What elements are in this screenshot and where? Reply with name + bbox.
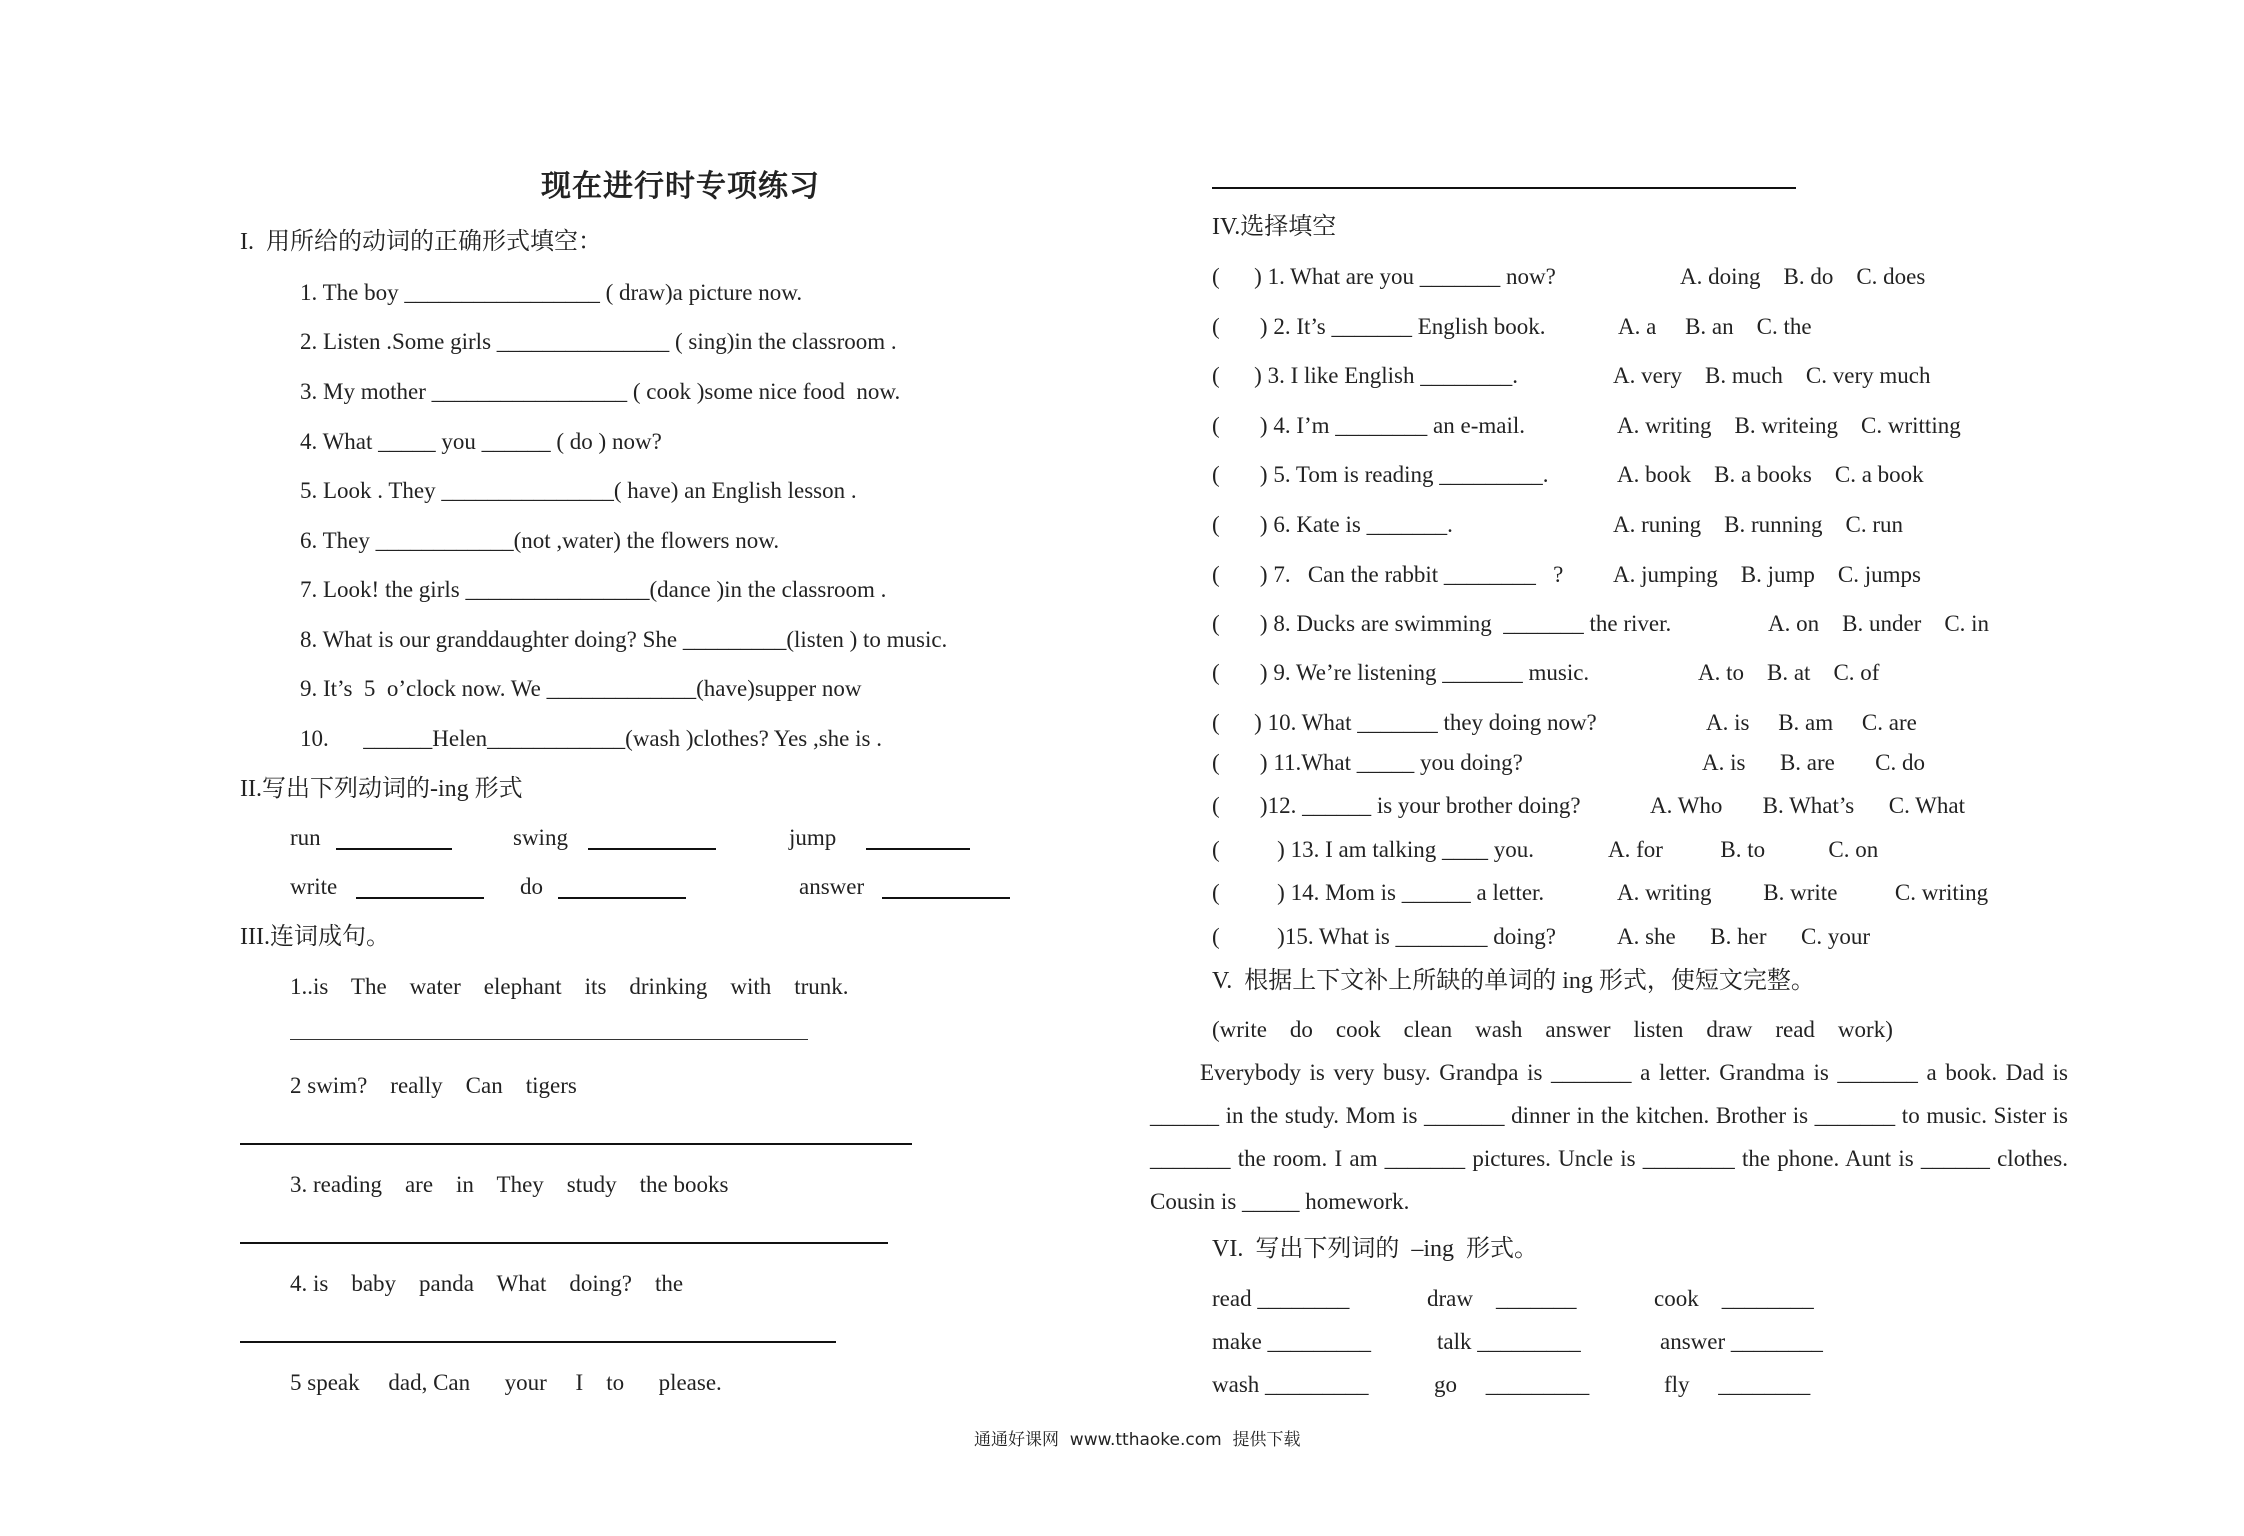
ing-word-run: run bbox=[290, 825, 321, 850]
section4-options-4: A. writing B. writeing C. writting bbox=[1617, 413, 1961, 438]
section5-passage: Everybody is very busy. Grandpa is _______ a letter. Grandma is _______ a book. Dad is ______ in the study. Mom is _______ dinner in the kitchen. Brother is _______ to music. Sister is _______ the room. I am _______ pictures. Uncle is ________ the phone. Aunt is ______ clothes. Cousin is _____ homework. bbox=[1150, 1060, 2068, 1214]
ing-word-swing: swing bbox=[513, 825, 568, 850]
section6-heading: VI. 写出下列词的 –ing 形式。 bbox=[1212, 1236, 1538, 1262]
section4-options-11: A. is B. are C. do bbox=[1702, 750, 1925, 775]
section4-question-4: ( ) 4. I’m ________ an e-mail. bbox=[1212, 413, 1525, 438]
section1-item-2: 2. Listen .Some girls _______________ ( sing)in the classroom . bbox=[300, 329, 897, 354]
answer-line bbox=[588, 848, 716, 850]
section4-options-13: A. for B. to C. on bbox=[1608, 837, 1879, 862]
footer-source: 通通好课网 www.tthaoke.com 提供下载 bbox=[974, 1430, 1301, 1450]
section6-word: answer ________ bbox=[1660, 1329, 1823, 1354]
section4-question-1: ( ) 1. What are you _______ now? bbox=[1212, 264, 1556, 289]
section6-word: wash _________ bbox=[1212, 1372, 1369, 1397]
section1-item-5: 5. Look . They _______________( have) an English lesson . bbox=[300, 478, 857, 503]
section4-options-3: A. very B. much C. very much bbox=[1613, 363, 1931, 388]
section1-item-6: 6. They ____________(not ,water) the flowers now. bbox=[300, 528, 780, 553]
answer-line bbox=[558, 897, 686, 899]
ing-word-answer: answer bbox=[799, 874, 865, 899]
section4-question-8: ( ) 8. Ducks are swimming _______ the river. bbox=[1212, 611, 1672, 636]
section1-item-1: 1. The boy _________________ ( draw)a picture now. bbox=[300, 280, 803, 305]
section1-item-9: 9. It’s 5 o’clock now. We _____________(have)supper now bbox=[300, 676, 862, 701]
section5-wordbank: (write do cook clean wash answer listen draw read work) bbox=[1212, 1017, 1893, 1042]
section1-item-10: 10. ______Helen____________(wash )clothes? Yes ,she is . bbox=[300, 726, 882, 751]
section5-heading: V. 根据上下文补上所缺的单词的 ing 形式，使短文完整。 bbox=[1212, 968, 1815, 994]
section1-item-4: 4. What _____ you ______ ( do ) now? bbox=[300, 429, 662, 454]
ing-word-write: write bbox=[290, 874, 338, 899]
section6-word: read ________ bbox=[1212, 1286, 1350, 1311]
answer-line bbox=[290, 1039, 808, 1040]
section3-item-5: 5 speak dad, Can your I to please. bbox=[290, 1370, 722, 1395]
answer-line bbox=[356, 897, 484, 899]
answer-line bbox=[866, 848, 970, 850]
section1-heading: I. 用所给的动词的正确形式填空： bbox=[240, 229, 602, 255]
answer-line bbox=[336, 848, 452, 850]
section1-item-7: 7. Look! the girls ________________(dance )in the classroom . bbox=[300, 577, 887, 602]
section1-item-8: 8. What is our granddaughter doing? She _________(listen ) to music. bbox=[300, 627, 948, 652]
section3-item-1: 1..is The water elephant its drinking with trunk. bbox=[290, 974, 849, 999]
page-title: 现在进行时专项练习 bbox=[541, 170, 820, 203]
section4-options-1: A. doing B. do C. does bbox=[1680, 264, 1926, 289]
section4-question-11: ( ) 11.What _____ you doing? bbox=[1212, 750, 1523, 775]
section4-options-14: A. writing B. write C. writing bbox=[1617, 880, 1989, 905]
section4-question-5: ( ) 5. Tom is reading _________. bbox=[1212, 462, 1549, 487]
section4-question-7: ( ) 7. Can the rabbit ________ ? bbox=[1212, 562, 1564, 587]
section3-item-4: 4. is baby panda What doing? the bbox=[290, 1271, 684, 1296]
section4-question-10: ( ) 10. What _______ they doing now? bbox=[1212, 710, 1597, 735]
section4-question-14: ( ) 14. Mom is ______ a letter. bbox=[1212, 880, 1545, 905]
section4-options-15: A. she B. her C. your bbox=[1617, 924, 1870, 949]
section1-item-3: 3. My mother _________________ ( cook )some nice food now. bbox=[300, 379, 901, 404]
section6-word: make _________ bbox=[1212, 1329, 1372, 1354]
section3-heading: III.连词成句。 bbox=[240, 924, 390, 950]
section6-word: fly ________ bbox=[1664, 1372, 1811, 1397]
section4-options-8: A. on B. under C. in bbox=[1768, 611, 1990, 636]
section6-word: cook ________ bbox=[1654, 1286, 1814, 1311]
section4-options-5: A. book B. a books C. a book bbox=[1617, 462, 1924, 487]
section6-word: go _________ bbox=[1434, 1372, 1590, 1397]
answer-line bbox=[240, 1242, 888, 1244]
section4-options-6: A. runing B. running C. run bbox=[1613, 512, 1904, 537]
answer-line bbox=[240, 1143, 912, 1145]
section3-item-3: 3. reading are in They study the books bbox=[290, 1172, 729, 1197]
section6-word: talk _________ bbox=[1437, 1329, 1581, 1354]
section4-question-2: ( ) 2. It’s _______ English book. bbox=[1212, 314, 1546, 339]
ing-word-jump: jump bbox=[789, 825, 837, 850]
section4-options-7: A. jumping B. jump C. jumps bbox=[1613, 562, 1921, 587]
section4-options-10: A. is B. am C. are bbox=[1706, 710, 1917, 735]
section4-options-9: A. to B. at C. of bbox=[1698, 660, 1880, 685]
section4-question-15: ( )15. What is ________ doing? bbox=[1212, 924, 1556, 949]
section4-options-12: A. Who B. What’s C. What bbox=[1650, 793, 1965, 818]
section2-heading: II.写出下列动词的-ing 形式 bbox=[240, 776, 523, 802]
top-rule bbox=[1212, 187, 1796, 189]
section4-question-12: ( )12. ______ is your brother doing? bbox=[1212, 793, 1581, 818]
ing-word-do: do bbox=[520, 874, 543, 899]
section3-item-2: 2 swim? really Can tigers bbox=[290, 1073, 577, 1098]
section4-options-2: A. a B. an C. the bbox=[1618, 314, 1812, 339]
answer-line bbox=[882, 897, 1010, 899]
section6-word: draw _______ bbox=[1427, 1286, 1577, 1311]
section4-question-3: ( ) 3. I like English ________. bbox=[1212, 363, 1518, 388]
section4-question-9: ( ) 9. We’re listening _______ music. bbox=[1212, 660, 1590, 685]
section4-question-6: ( ) 6. Kate is _______. bbox=[1212, 512, 1453, 537]
section4-question-13: ( ) 13. I am talking ____ you. bbox=[1212, 837, 1534, 862]
section4-heading: IV.选择填空 bbox=[1212, 214, 1337, 240]
answer-line bbox=[240, 1341, 836, 1343]
